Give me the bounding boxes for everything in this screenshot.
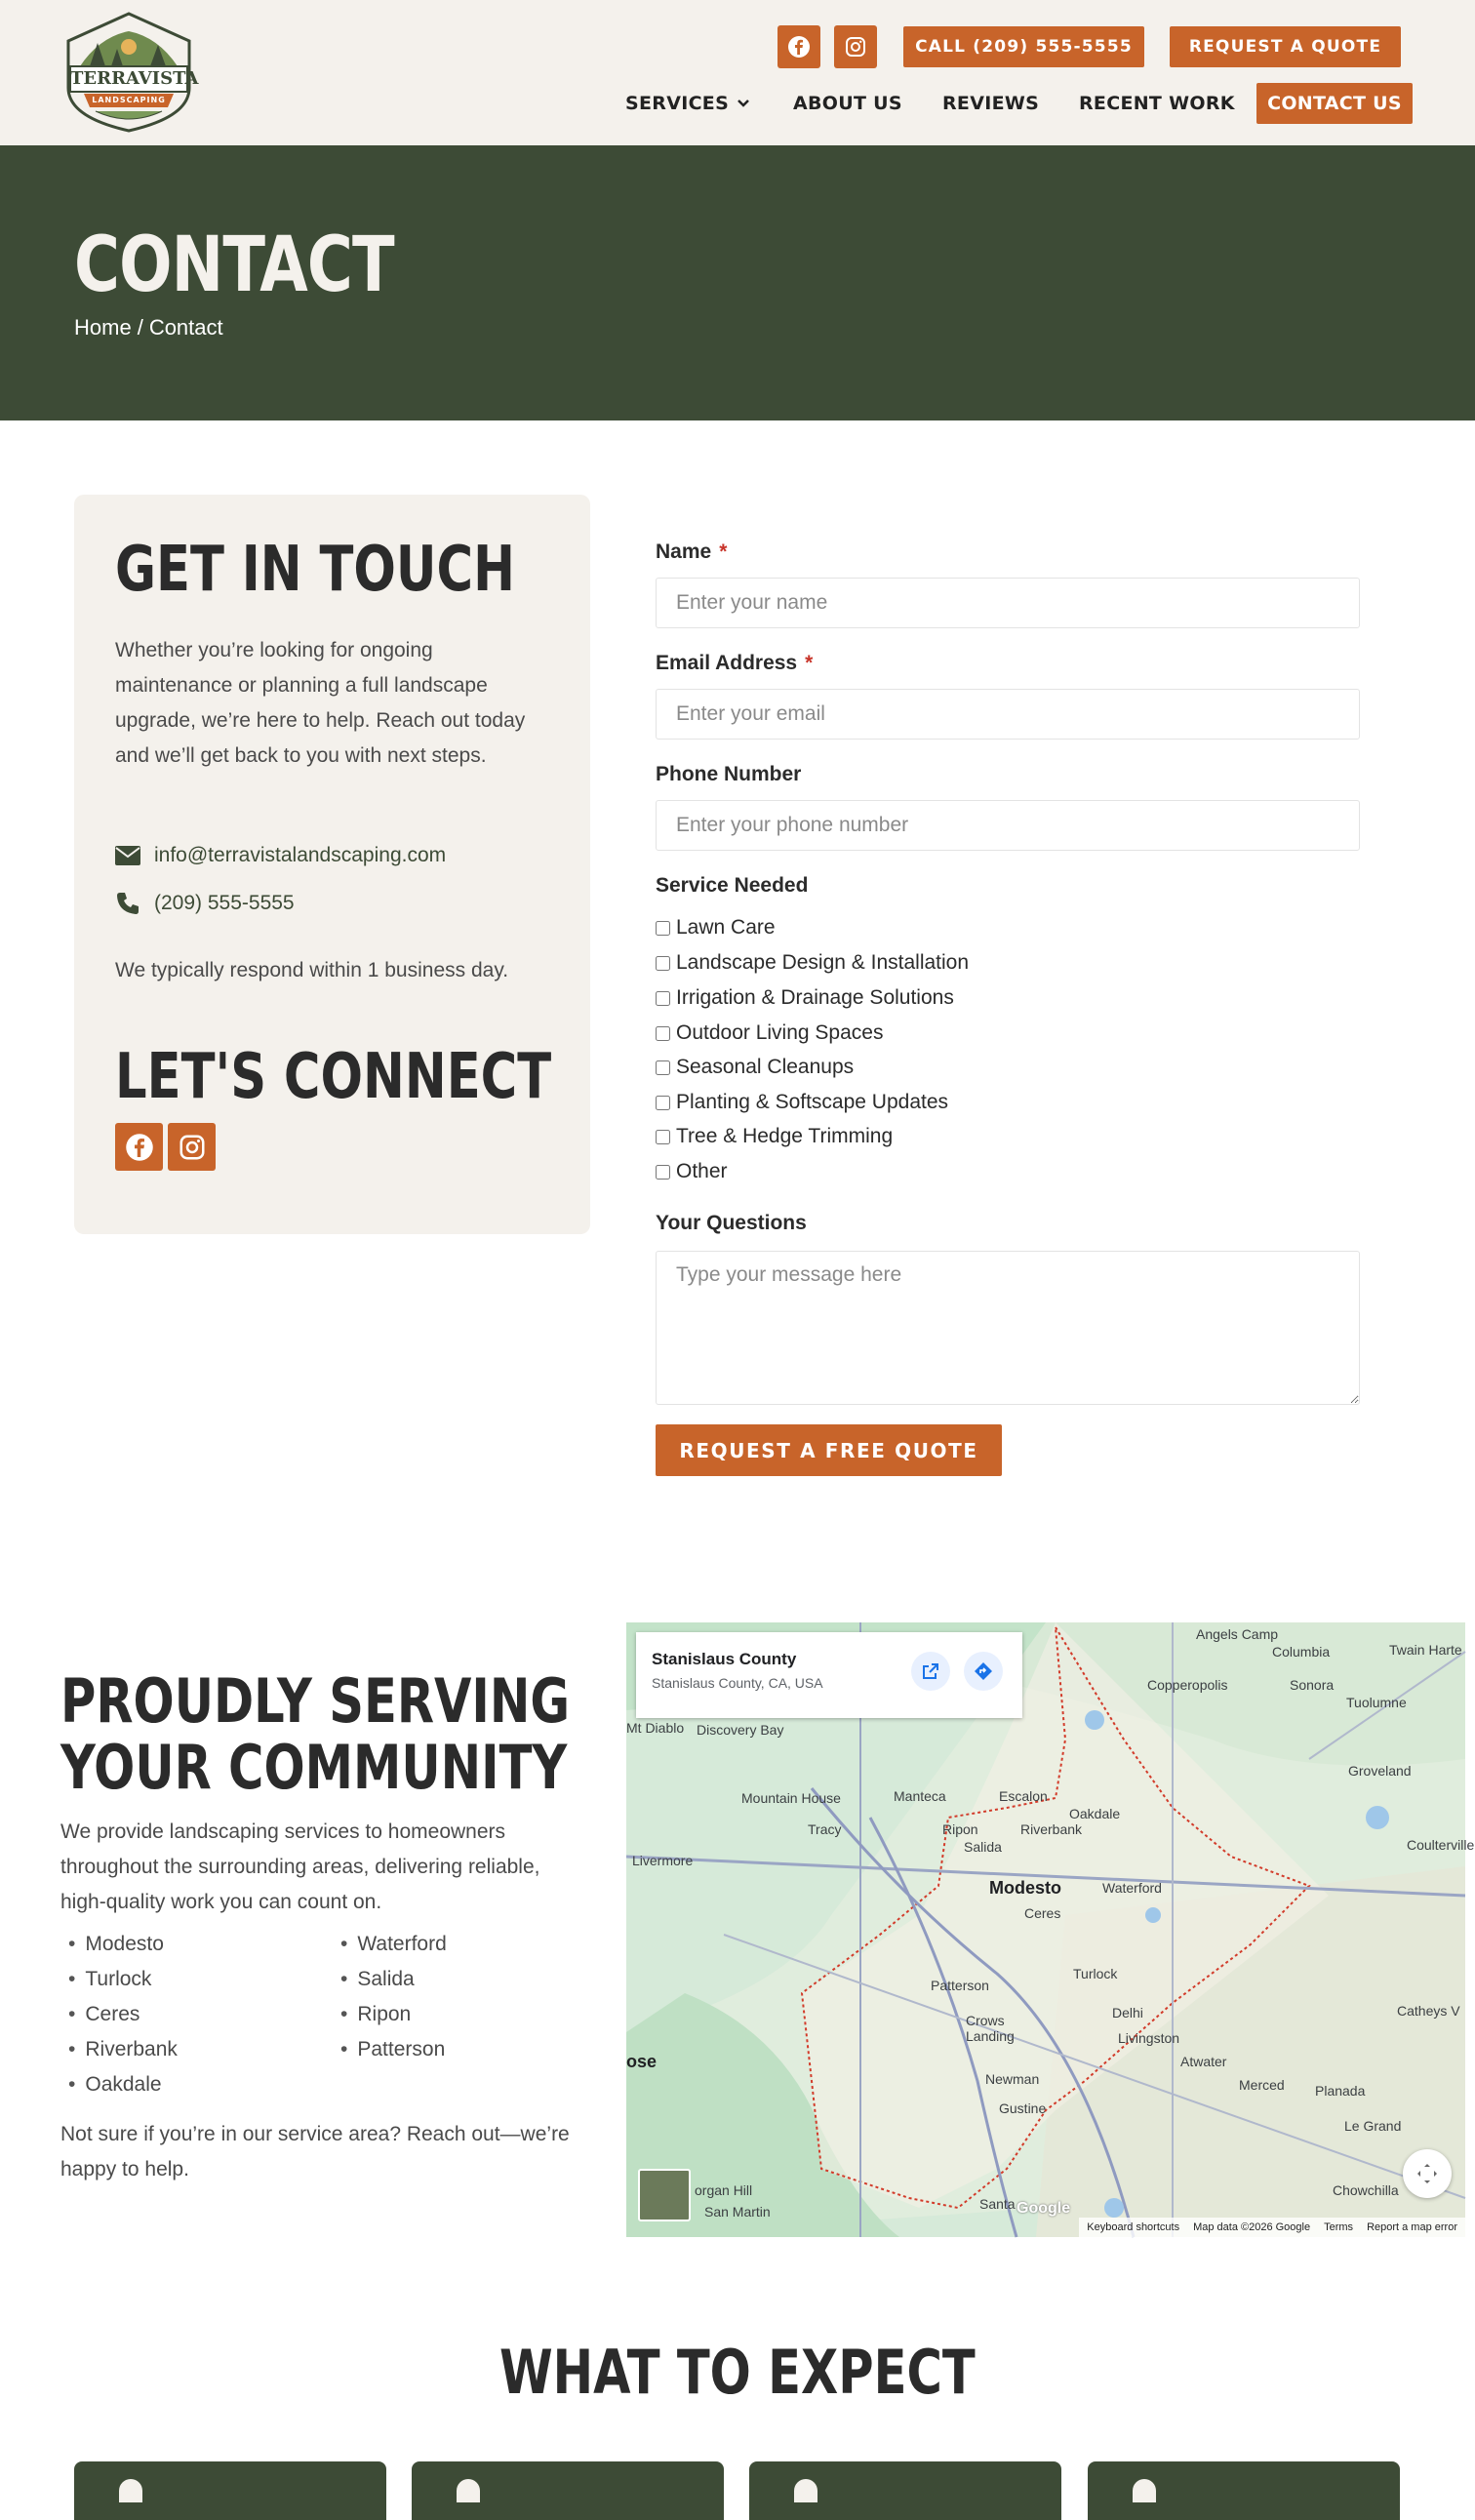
service-option[interactable] bbox=[656, 913, 776, 942]
map-label: Patterson bbox=[931, 1978, 989, 1993]
map-label: Livermore bbox=[632, 1853, 694, 1868]
map-label: Atwater bbox=[1180, 2054, 1227, 2069]
map-label: Mt Diablo bbox=[626, 1720, 685, 1736]
service-area-heading-line2: YOUR COMMUNITY bbox=[60, 1732, 568, 1803]
map-label: Santa bbox=[979, 2196, 1016, 2212]
instagram-icon[interactable] bbox=[834, 25, 877, 68]
service-option-label: Lawn Care bbox=[676, 916, 776, 939]
header-top-row bbox=[0, 25, 1475, 70]
service-option-label: Landscape Design & Installation bbox=[676, 951, 970, 974]
what-to-expect-heading-text: WHAT TO EXPECT bbox=[499, 2337, 976, 2408]
map-report-error-link[interactable]: Report a map error bbox=[1367, 2221, 1457, 2233]
service-area-heading-line1: PROUDLY SERVING bbox=[60, 1665, 571, 1737]
breadcrumb-separator: / bbox=[137, 315, 143, 340]
town-item: • Waterford bbox=[340, 1933, 447, 1956]
instagram-icon[interactable] bbox=[168, 1123, 216, 1171]
logo-text: TERRAVISTA bbox=[70, 68, 199, 89]
service-area-note: Not sure if you’re in our service area? Reach out—we’re happy to help. bbox=[60, 2123, 570, 2180]
expect-card-icon bbox=[119, 2479, 142, 2502]
service-option[interactable] bbox=[656, 948, 969, 978]
expect-card bbox=[412, 2461, 724, 2520]
map-place-address: Stanislaus County, CA, USA bbox=[652, 1675, 823, 1691]
service-area-description: We provide landscaping services to homeowners throughout the surrounding areas, delivering reliable, high-quality work you can count on. bbox=[60, 1820, 540, 1913]
name-label-text: Name bbox=[656, 540, 712, 563]
service-option[interactable] bbox=[656, 1088, 948, 1117]
service-option-label: Seasonal Cleanups bbox=[676, 1056, 855, 1078]
service-option-label: Tree & Hedge Trimming bbox=[676, 1125, 894, 1147]
logo-tagline: LANDSCAPING bbox=[92, 96, 166, 104]
expect-card bbox=[74, 2461, 386, 2520]
service-checkbox[interactable] bbox=[656, 991, 670, 1006]
what-to-expect-heading bbox=[0, 2337, 1475, 2408]
map-place-card bbox=[636, 1632, 1022, 1718]
phone-label: Phone Number bbox=[656, 763, 802, 785]
contact-phone-text: (209) 555-5555 bbox=[154, 892, 295, 914]
satellite-toggle-icon[interactable] bbox=[638, 2169, 691, 2221]
map-label: Turlock bbox=[1073, 1966, 1118, 1981]
service-area-map[interactable] bbox=[626, 1622, 1475, 2237]
breadcrumb-home[interactable]: Home bbox=[74, 315, 132, 340]
map-label: Delhi bbox=[1112, 2005, 1143, 2020]
nav-about[interactable]: ABOUT US bbox=[793, 93, 902, 114]
site-header bbox=[0, 0, 1475, 145]
service-area-heading bbox=[60, 1665, 571, 1803]
town-item: • Salida bbox=[340, 1968, 415, 1991]
service-option[interactable] bbox=[656, 1053, 854, 1082]
map-label: Groveland bbox=[1348, 1763, 1412, 1779]
get-in-touch-heading: GET IN TOUCH bbox=[115, 534, 515, 606]
questions-label: Your Questions bbox=[656, 1212, 807, 1234]
contact-phone[interactable] bbox=[115, 891, 295, 916]
email-label-text: Email Address bbox=[656, 652, 798, 674]
main-nav bbox=[0, 83, 1475, 124]
map-label: Ceres bbox=[1024, 1905, 1061, 1921]
service-checkbox[interactable] bbox=[656, 1165, 670, 1180]
email-label bbox=[656, 652, 813, 675]
directions-icon[interactable] bbox=[964, 1652, 1003, 1691]
request-quote-button[interactable]: REQUEST A QUOTE bbox=[1170, 26, 1401, 67]
map-terms-link[interactable]: Terms bbox=[1324, 2221, 1354, 2233]
map-place-name: Stanislaus County bbox=[652, 1650, 797, 1668]
map-footer bbox=[1079, 2218, 1465, 2237]
facebook-icon[interactable] bbox=[777, 25, 820, 68]
expect-card-icon bbox=[794, 2479, 817, 2502]
contact-info-card bbox=[74, 495, 590, 1234]
town-item: • Turlock bbox=[68, 1968, 151, 1991]
map-label: Coulterville bbox=[1407, 1837, 1475, 1853]
service-option-label: Irrigation & Drainage Solutions bbox=[676, 986, 954, 1009]
service-option[interactable] bbox=[656, 1122, 893, 1151]
map-label-modesto: Modesto bbox=[989, 1878, 1061, 1898]
town-item: • Ceres bbox=[68, 2003, 140, 2026]
phone-icon bbox=[115, 891, 140, 916]
map-label: Riverbank bbox=[1020, 1821, 1083, 1837]
service-option[interactable] bbox=[656, 1157, 728, 1186]
phone-field[interactable] bbox=[656, 800, 1360, 851]
fullscreen-icon[interactable] bbox=[1403, 2149, 1452, 2198]
required-mark: * bbox=[805, 652, 814, 674]
nav-reviews[interactable]: REVIEWS bbox=[942, 93, 1040, 114]
page-hero bbox=[0, 145, 1475, 420]
request-free-quote-button[interactable]: REQUEST A FREE QUOTE bbox=[656, 1424, 1002, 1476]
service-option-label: Planting & Softscape Updates bbox=[676, 1091, 949, 1113]
email-field[interactable] bbox=[656, 689, 1360, 740]
service-option[interactable] bbox=[656, 1019, 883, 1048]
expect-card bbox=[749, 2461, 1061, 2520]
expect-card bbox=[1088, 2461, 1400, 2520]
map-label: Mountain House bbox=[741, 1790, 841, 1806]
service-checkbox[interactable] bbox=[656, 1130, 670, 1144]
nav-contact[interactable]: CONTACT US bbox=[1256, 83, 1413, 124]
nav-services[interactable] bbox=[625, 83, 750, 124]
name-label bbox=[656, 540, 727, 564]
map-label: Crows Landing bbox=[966, 2013, 1015, 2044]
nav-services-label: SERVICES bbox=[625, 93, 730, 114]
breadcrumb-current: Contact bbox=[148, 315, 223, 340]
contact-intro: Whether you’re looking for ongoing maintenance or planning a full landscape upgrade, we’re here to help. Reach out today and we’ll get back to you with next steps. bbox=[115, 639, 526, 767]
town-item: • Modesto bbox=[68, 1933, 164, 1956]
contact-email[interactable] bbox=[115, 844, 446, 867]
service-option-label: Other bbox=[676, 1160, 728, 1182]
map-label: Angels Camp bbox=[1196, 1626, 1279, 1642]
map-label: Escalon bbox=[999, 1788, 1048, 1804]
expect-card-icon bbox=[457, 2479, 480, 2502]
map-label: Tracy bbox=[808, 1821, 842, 1837]
service-option[interactable] bbox=[656, 983, 954, 1013]
page-title: CONTACT bbox=[74, 221, 394, 309]
map-label: Tuolumne bbox=[1346, 1695, 1407, 1710]
map-label: Waterford bbox=[1102, 1880, 1162, 1896]
response-note: We typically respond within 1 business day. bbox=[115, 959, 509, 981]
facebook-icon[interactable] bbox=[115, 1123, 163, 1171]
map-label: Planada bbox=[1315, 2083, 1366, 2099]
map-label: Catheys V bbox=[1397, 2003, 1460, 2019]
map-label: Twain Harte bbox=[1389, 1642, 1462, 1658]
town-item: • Oakdale bbox=[68, 2073, 162, 2097]
nav-recent-work[interactable]: RECENT WORK bbox=[1079, 93, 1235, 114]
required-mark: * bbox=[719, 540, 728, 563]
service-checkbox[interactable] bbox=[656, 1096, 670, 1110]
breadcrumb bbox=[74, 315, 223, 340]
map-label: Le Grand bbox=[1344, 2118, 1402, 2134]
map-label: Copperopolis bbox=[1147, 1677, 1228, 1693]
map-keyboard-shortcuts[interactable]: Keyboard shortcuts bbox=[1087, 2221, 1180, 2233]
service-option-label: Outdoor Living Spaces bbox=[676, 1021, 884, 1044]
map-label: Sonora bbox=[1290, 1677, 1335, 1693]
chevron-down-icon bbox=[737, 97, 750, 110]
expect-card-icon bbox=[1133, 2479, 1156, 2502]
open-in-maps-icon[interactable] bbox=[911, 1652, 950, 1691]
contact-email-text: info@terravistalandscaping.com bbox=[154, 844, 447, 866]
map-label: Newman bbox=[985, 2071, 1040, 2087]
map-label: organ Hill bbox=[695, 2182, 753, 2198]
google-logo: Google bbox=[1017, 2200, 1071, 2217]
map-label: Ripon bbox=[942, 1821, 978, 1837]
call-button[interactable]: CALL (209) 555-5555 bbox=[903, 26, 1144, 67]
service-checkbox[interactable] bbox=[656, 1026, 670, 1041]
map-label: Manteca bbox=[894, 1788, 946, 1804]
lets-connect-heading: LET'S CONNECT bbox=[115, 1041, 552, 1113]
service-checkbox[interactable] bbox=[656, 1060, 670, 1075]
map-label: Gustine bbox=[999, 2100, 1047, 2116]
map-label: Livingston bbox=[1118, 2030, 1180, 2046]
service-checkbox[interactable] bbox=[656, 956, 670, 971]
questions-field[interactable] bbox=[656, 1251, 1360, 1405]
map-label: Discovery Bay bbox=[697, 1722, 784, 1738]
map-label: Oakdale bbox=[1069, 1806, 1121, 1821]
town-item: • Patterson bbox=[340, 2038, 445, 2061]
map-label: ose bbox=[626, 2052, 658, 2071]
envelope-icon bbox=[115, 846, 140, 865]
map-label: Salida bbox=[964, 1839, 1002, 1855]
map-label: Chowchilla bbox=[1333, 2182, 1399, 2198]
map-label: Merced bbox=[1239, 2077, 1285, 2093]
map-label: Columbia bbox=[1272, 1644, 1331, 1660]
map-data-attribution: Map data ©2026 Google bbox=[1193, 2221, 1311, 2233]
name-field[interactable] bbox=[656, 578, 1360, 628]
service-checkbox[interactable] bbox=[656, 921, 670, 936]
service-needed-label: Service Needed bbox=[656, 874, 809, 897]
town-item: • Ripon bbox=[340, 2003, 411, 2026]
map-label: San Martin bbox=[704, 2204, 771, 2220]
town-item: • Riverbank bbox=[68, 2038, 178, 2061]
